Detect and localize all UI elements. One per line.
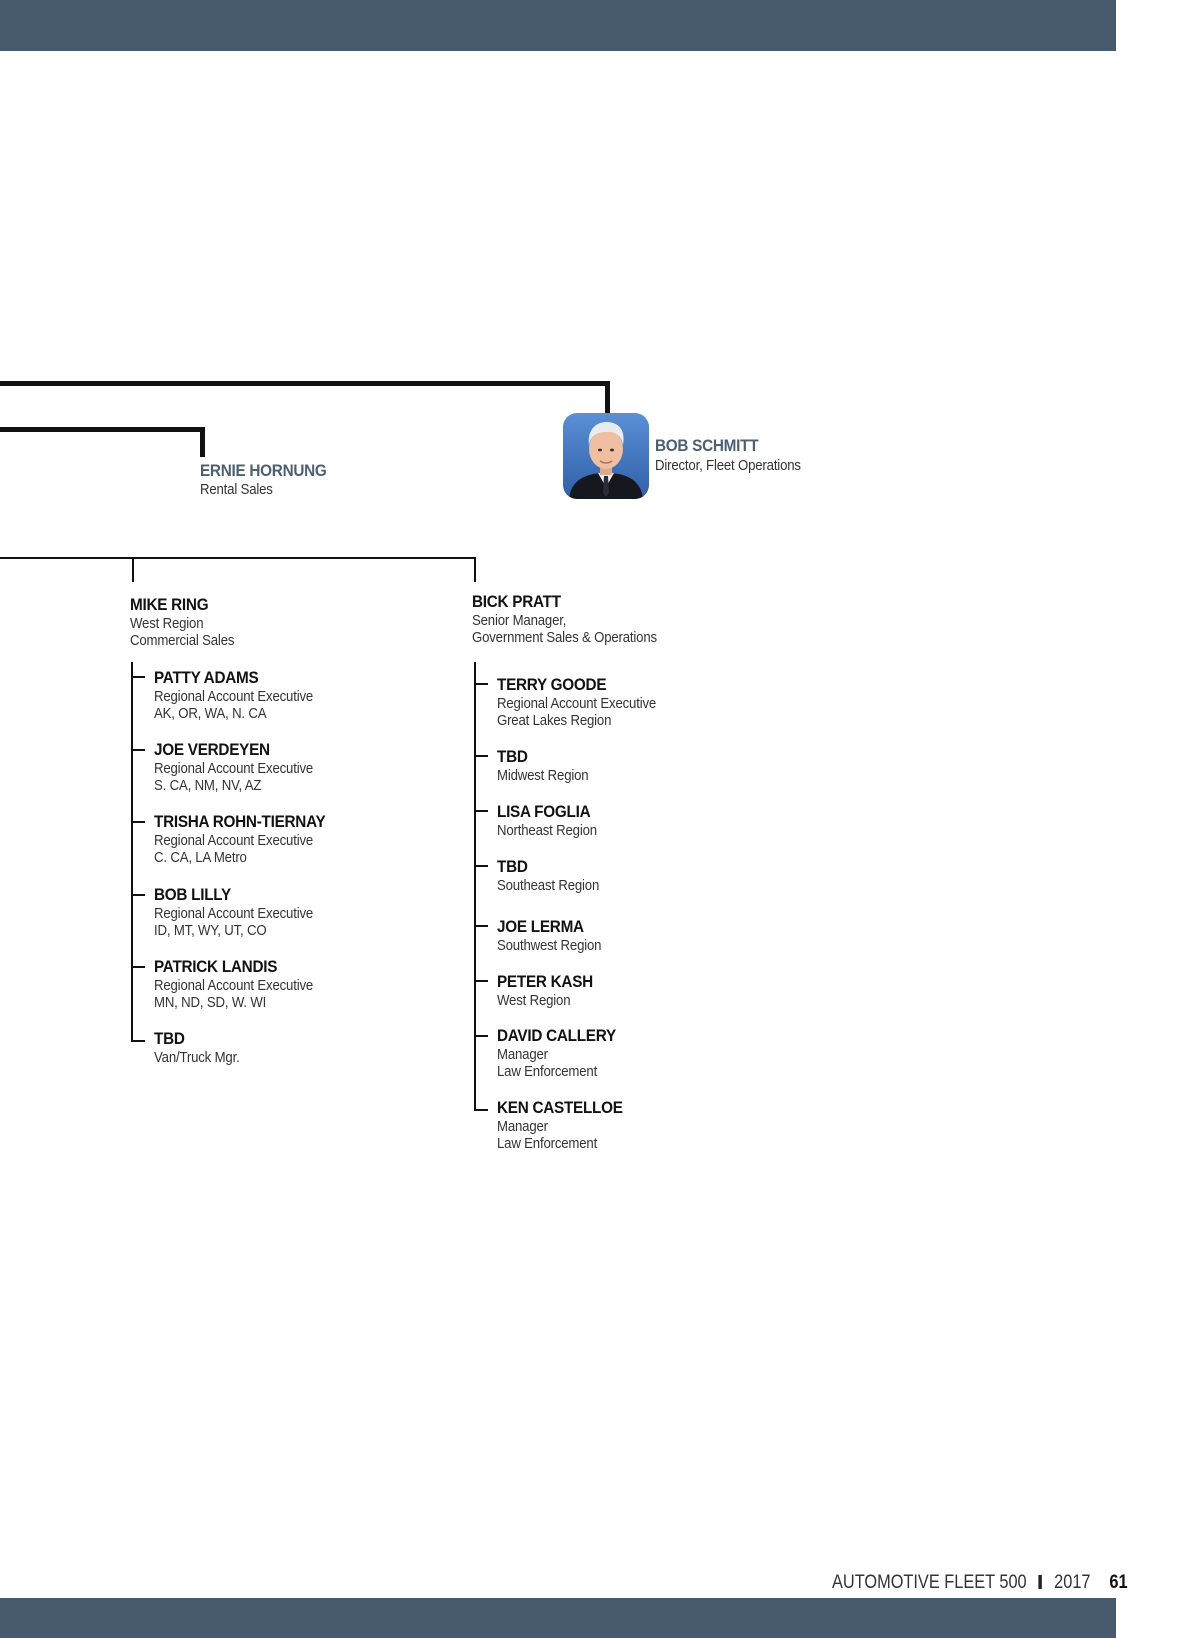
page-footer [832, 1572, 1128, 1594]
gov-tick [474, 1035, 488, 1037]
header-band [0, 0, 1116, 51]
gov-report-name: LISA FOGLIA [497, 802, 591, 821]
west-tick [131, 894, 145, 896]
footer-band [0, 1598, 1116, 1638]
west-report-detail: Regional Account Executive AK, OR, WA, N. CA [154, 688, 314, 722]
footer-separator [1039, 1575, 1042, 1589]
gov-report-detail: Regional Account Executive Great Lakes Region [497, 695, 657, 729]
connector-top-horizontal [0, 381, 610, 386]
west-report-name: TBD [154, 1029, 185, 1048]
connector-gov-spine [474, 662, 476, 1111]
gov-tick [474, 755, 488, 757]
connector-rental-horizontal [0, 427, 205, 432]
west-report-name: PATRICK LANDIS [154, 957, 278, 976]
west-tick [131, 821, 145, 823]
gov-report-name: PETER KASH [497, 972, 593, 991]
west-manager-name: MIKE RING [130, 595, 209, 614]
gov-tick [474, 925, 488, 927]
west-report-name: JOE VERDEYEN [154, 740, 270, 759]
gov-report-detail: Manager Law Enforcement [497, 1046, 598, 1080]
gov-report-name: DAVID CALLERY [497, 1026, 616, 1045]
gov-manager-name: BICK PRATT [472, 592, 561, 611]
gov-tick [474, 865, 488, 867]
west-report-name: BOB LILLY [154, 885, 231, 904]
gov-report-name: TBD [497, 747, 528, 766]
west-report-detail: Van/Truck Mgr. [154, 1049, 240, 1066]
gov-manager-title: Senior Manager, Government Sales & Operations [472, 612, 657, 646]
gov-report-name: TBD [497, 857, 528, 876]
gov-tick [474, 1109, 488, 1111]
gov-tick [474, 810, 488, 812]
page-number: 61 [1109, 1572, 1128, 1593]
director-name: BOB SCHMITT [655, 436, 759, 455]
gov-report-detail: Midwest Region [497, 767, 589, 784]
west-tick [131, 749, 145, 751]
gov-report-detail: Southwest Region [497, 937, 602, 954]
connector-west-drop [132, 557, 134, 582]
gov-report-name: JOE LERMA [497, 917, 584, 936]
connector-director-drop [605, 381, 610, 414]
rental-title: Rental Sales [200, 481, 273, 498]
west-report-detail: Regional Account Executive S. CA, NM, NV, AZ [154, 760, 314, 794]
publication-year: 2017 [1054, 1572, 1091, 1593]
west-tick [131, 966, 145, 968]
gov-report-detail: Northeast Region [497, 822, 597, 839]
west-report-name: TRISHA ROHN-TIERNAY [154, 812, 326, 831]
west-manager-title: West Region Commercial Sales [130, 615, 235, 649]
gov-report-name: TERRY GOODE [497, 675, 607, 694]
gov-report-detail: Southeast Region [497, 877, 600, 894]
connector-gov-drop [474, 557, 476, 582]
publication-name: AUTOMOTIVE FLEET 500 [832, 1572, 1027, 1593]
west-tick [131, 676, 145, 678]
west-report-detail: Regional Account Executive MN, ND, SD, W. WI [154, 977, 314, 1011]
rental-name: ERNIE HORNUNG [200, 461, 327, 480]
connector-west-spine [131, 662, 133, 1042]
west-report-detail: Regional Account Executive ID, MT, WY, UT, CO [154, 905, 314, 939]
gov-report-detail: Manager Law Enforcement [497, 1118, 598, 1152]
west-report-name: PATTY ADAMS [154, 668, 259, 687]
gov-report-detail: West Region [497, 992, 571, 1009]
west-report-detail: Regional Account Executive C. CA, LA Metro [154, 832, 314, 866]
gov-report-name: KEN CASTELLOE [497, 1098, 623, 1117]
gov-tick [474, 683, 488, 685]
gov-tick [474, 980, 488, 982]
connector-managers-horizontal [0, 557, 476, 559]
west-tick [131, 1040, 145, 1042]
connector-rental-drop [200, 427, 205, 457]
director-portrait [563, 413, 649, 499]
director-title: Director, Fleet Operations [655, 457, 801, 474]
